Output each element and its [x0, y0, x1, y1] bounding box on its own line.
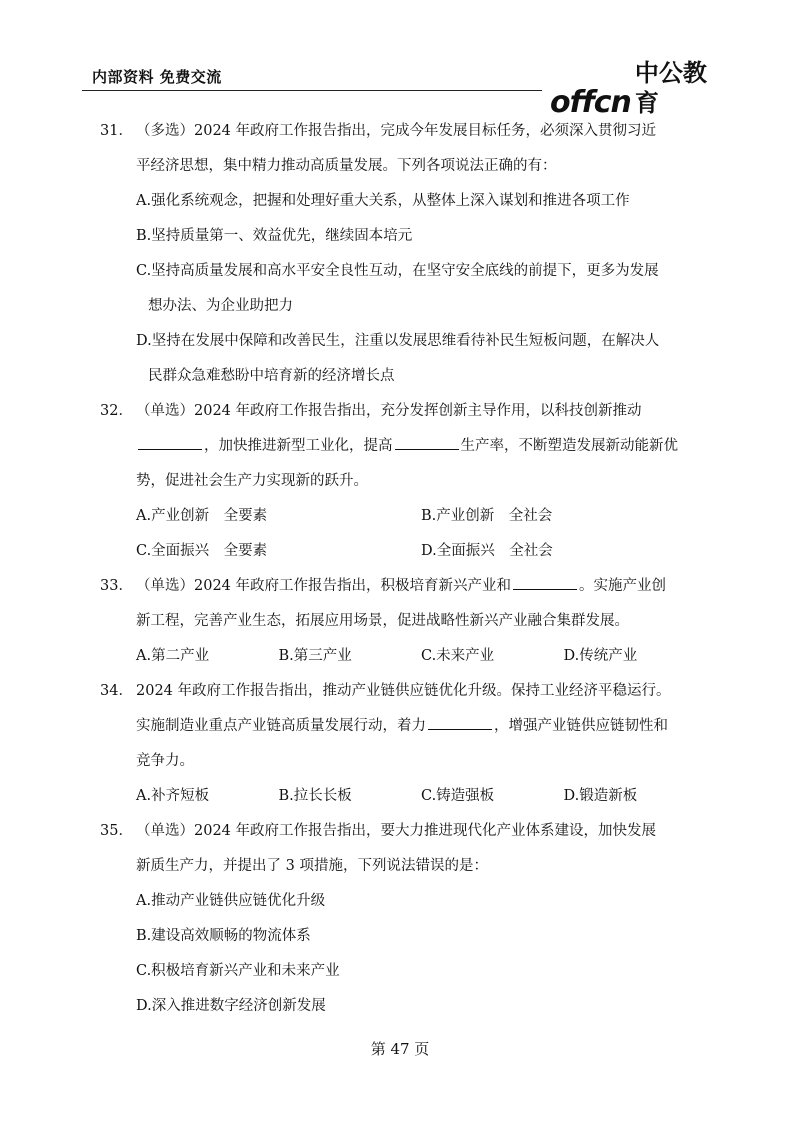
answer-blank: [428, 713, 492, 730]
option-b: B.建设高效顺畅的物流体系: [136, 928, 311, 944]
header-divider: [82, 90, 542, 91]
option-c: C.铸造强板: [421, 788, 495, 804]
question-33: [100, 569, 706, 674]
options-row: [100, 534, 706, 569]
logo-chinese-text: 中公教育: [634, 59, 707, 117]
options-row: [100, 639, 706, 674]
options-row: [100, 779, 706, 814]
question-number: 33．: [100, 578, 133, 594]
stem-fragment: 实施制造业重点产业链高质量发展行动，着力: [136, 718, 426, 734]
stem-fragment: 。实施产业创: [579, 578, 667, 594]
question-stem-continued: [100, 709, 706, 744]
option-c: C.坚持高质量发展和高水平安全良性互动，在坚守安全底线的前提下，更多为发展: [136, 263, 659, 279]
option-d: D.全面振兴 全社会: [421, 543, 553, 559]
option-c: C.全面振兴 全要素: [136, 543, 268, 559]
option-a: A.第二产业: [136, 648, 210, 664]
option-c-continued: 想办法、为企业助把力: [148, 298, 293, 314]
stem-fragment: ，增强产业链供应链韧性和: [494, 718, 668, 734]
option-a: A.推动产业链供应链优化升级: [136, 893, 326, 909]
page-header: [82, 56, 712, 120]
option-b: B.拉长长板: [278, 788, 352, 804]
option-a: A.产业创新 全要素: [136, 508, 268, 524]
question-number: 35．: [100, 823, 133, 839]
question-stem: （单选）2024 年政府工作报告指出，要大力推进现代化产业体系建设，加快发展: [136, 823, 657, 839]
question-stem: （单选）2024 年政府工作报告指出，充分发挥创新主导作用，以科技创新推动: [136, 403, 642, 419]
question-number: 34．: [100, 683, 133, 699]
question-stem-continued: 竞争力。: [136, 753, 194, 769]
logo-latin-text: offcn: [550, 85, 631, 120]
stem-fragment: 生产率，不断塑造发展新动能新优: [460, 438, 678, 454]
question-stem-continued: 新工程，完善产业生态，拓展应用场景，促进战略性新兴产业融合集群发展。: [136, 613, 629, 629]
answer-blank: [395, 433, 459, 450]
question-stem-continued: 势，促进社会生产力实现新的跃升。: [136, 473, 368, 489]
answer-blank: [513, 573, 577, 590]
options-row: [100, 499, 706, 534]
question-number: 31．: [100, 123, 133, 139]
option-d: D.坚持在发展中保障和改善民生，注重以发展思维看待补民生短板问题，在解决人: [136, 333, 660, 349]
question-31: [100, 114, 706, 394]
option-a: A.强化系统观念，把握和处理好重大关系，从整体上深入谋划和推进各项工作: [136, 193, 630, 209]
stem-fragment: （单选）2024 年政府工作报告指出，积极培育新兴产业和: [136, 578, 512, 594]
option-b: B.第三产业: [278, 648, 352, 664]
question-stem-continued: 平经济思想，集中精力推动高质量发展。下列各项说法正确的有：: [136, 158, 557, 174]
option-d: D.深入推进数字经济创新发展: [136, 998, 326, 1014]
option-d: D.传统产业: [563, 648, 638, 664]
question-stem: 2024 年政府工作报告指出，推动产业链供应链优化升级。保持工业经济平稳运行。: [136, 683, 671, 699]
answer-blank: [138, 433, 202, 450]
question-stem-continued: 新质生产力，并提出了 3 项措施，下列说法错误的是：: [136, 858, 488, 874]
option-b: B.产业创新 全社会: [421, 508, 553, 524]
page-number: 第 47 页: [370, 1040, 430, 1058]
question-stem: （多选）2024 年政府工作报告指出，完成今年发展目标任务，必须深入贯彻习近: [136, 123, 657, 139]
question-32: [100, 394, 706, 569]
option-c: C.未来产业: [421, 648, 495, 664]
option-d: D.锻造新板: [563, 788, 638, 804]
question-stem-continued: [100, 429, 706, 464]
question-34: [100, 674, 706, 814]
stem-fragment: ，加快推进新型工业化，提高: [204, 438, 393, 454]
question-35: [100, 814, 706, 1024]
header-label: 内部资料 免费交流: [92, 68, 222, 86]
question-number: 32．: [100, 403, 133, 419]
option-a: A.补齐短板: [136, 788, 210, 804]
question-list: [100, 114, 706, 1024]
question-stem: [100, 569, 706, 604]
option-b: B.坚持质量第一、效益优先，继续固本培元: [136, 228, 413, 244]
option-c: C.积极培育新兴产业和未来产业: [136, 963, 340, 979]
offcn-logo: [550, 58, 712, 118]
option-d-continued: 民群众急难愁盼中培育新的经济增长点: [148, 368, 395, 384]
